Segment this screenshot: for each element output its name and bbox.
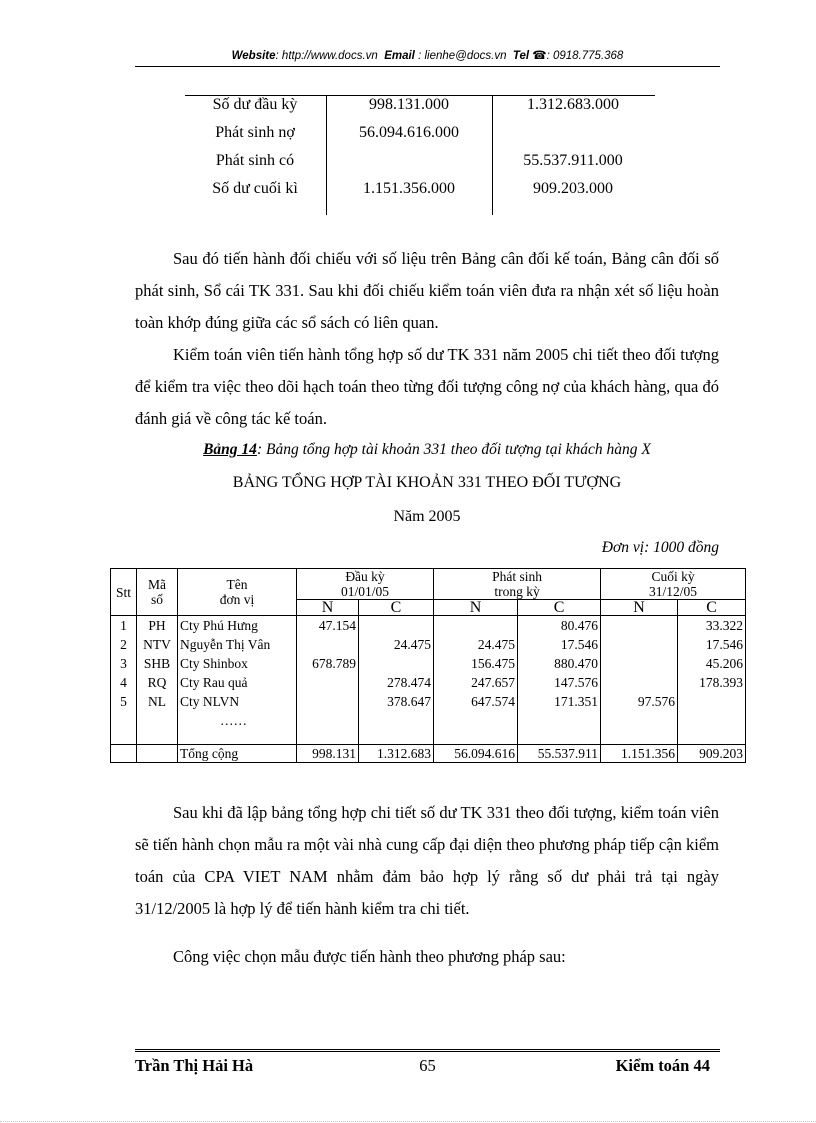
tel-value: : 0918.775.368 (546, 50, 624, 62)
email-label: Email (384, 50, 415, 62)
page-number: 65 (419, 1056, 436, 1075)
website-label: Website (231, 50, 276, 62)
phone-icon: ☎ (532, 50, 547, 62)
total-cuoi-ky-n: 1.151.356 (601, 745, 678, 763)
header-dau-ky: Đầu kỳ 01/01/05 (297, 569, 434, 600)
top-table-row (185, 180, 655, 208)
top-row-debit: 56.094.616.000 (359, 124, 459, 141)
paragraph-2: Kiểm toán viên tiến hành tổng hợp số dư TK 331 năm 2005 chi tiết theo đối tượng để kiểm tra việc theo dõi hạch toán theo từng đối tượng công nợ của khách hàng, qua đó đánh giá về công tác kế toán. (135, 345, 719, 428)
header-rule (135, 66, 720, 67)
header-n: N (297, 600, 359, 616)
top-table-row (185, 96, 655, 124)
header-c: C (518, 600, 601, 616)
col-dau-ky-c: 24.475 278.474 378.647 (359, 616, 434, 745)
caption-label: Bảng 14 (203, 441, 257, 458)
top-row-label: Số dư cuối kì (212, 180, 298, 197)
caption-text: : Bảng tổng hợp tài khoản 331 theo đối tượng tại khách hàng X (256, 441, 651, 458)
top-row-credit: 1.312.683.000 (527, 96, 619, 113)
top-table-row (185, 152, 655, 180)
col-stt: 1 2 3 4 5 (111, 616, 137, 745)
top-row-debit: 998.131.000 (369, 96, 449, 113)
top-row-credit: 909.203.000 (533, 180, 613, 197)
top-table-row (185, 124, 655, 152)
header-c: C (678, 600, 746, 616)
total-label: Tổng cộng (178, 745, 297, 763)
paragraph-1: Sau đó tiến hành đối chiếu với số liệu trên Bảng cân đối kế toán, Bảng cân đối số phát sinh, Sổ cái TK 331. Sau khi đối chiếu kiểm toán viên đưa ra nhận xét số liệu hoàn toàn khớp đúng giữa các sổ sách có liên quan. (135, 249, 719, 332)
total-row (111, 745, 746, 763)
website-value: : http://www.docs.vn (275, 50, 378, 62)
header-stt: Stt (111, 569, 137, 616)
total-dau-ky-n: 998.131 (297, 745, 359, 763)
col-phat-sinh-c: 80.476 17.546 880.470 147.576 171.351 (518, 616, 601, 745)
total-cuoi-ky-c: 909.203 (678, 745, 746, 763)
email-value: : lienhe@docs.vn (418, 50, 507, 62)
col-phat-sinh-n: 24.475 156.475 247.657 647.574 (434, 616, 518, 745)
header-cuoi-ky: Cuối kỳ 31/12/05 (601, 569, 746, 600)
table-data-block (111, 616, 746, 745)
header-n: N (434, 600, 518, 616)
total-dau-ky-c: 1.312.683 (359, 745, 434, 763)
total-phat-sinh-n: 56.094.616 (434, 745, 518, 763)
table-caption (135, 441, 719, 459)
table-title: BẢNG TỔNG HỢP TÀI KHOẢN 331 THEO ĐỐI TƯỢNG (232, 474, 622, 491)
header-phat-sinh: Phát sinh trong kỳ (434, 569, 601, 600)
col-ma-so: PH NTV SHB RQ NL (137, 616, 178, 745)
ellipsis: …… (220, 713, 247, 728)
table-year: Năm 2005 (393, 508, 461, 525)
header-n: N (601, 600, 678, 616)
header-ma-so: Mã số (137, 569, 178, 616)
page-edge (0, 1121, 816, 1122)
footer-class: Kiểm toán 44 (615, 1056, 710, 1075)
header-ten-don-vi: Tên đơn vị (178, 569, 297, 616)
footer-author: Trần Thị Hải Hà (135, 1056, 254, 1075)
paragraph-4: Công việc chọn mẫu được tiến hành theo phương pháp sau: (173, 947, 566, 966)
col-dau-ky-n: 47.154 678.789 (297, 616, 359, 745)
col-cuoi-ky-n: 97.576 (601, 616, 678, 745)
tel-label: Tel (512, 50, 530, 62)
table-unit: Đơn vị: 1000 đồng (601, 539, 719, 556)
total-phat-sinh-c: 55.537.911 (518, 745, 601, 763)
header-c: C (359, 600, 434, 616)
top-row-label: Phát sinh có (215, 152, 295, 169)
footer-rule (135, 1049, 720, 1052)
summary-table (110, 568, 746, 763)
paragraph-3: Sau khi đã lập bảng tổng hợp chi tiết số dư TK 331 theo đối tượng, kiểm toán viên sẽ tiến hành chọn mẫu ra một vài nhà cung cấp đại diện theo phương pháp tiếp cận kiểm toán của CPA VIET NAM nhằm đảm bảo hợp lý rằng số dư phải trả tại ngày 31/12/2005 là hợp lý để tiến hành kiểm tra chi tiết. (135, 803, 719, 918)
top-row-credit: 55.537.911.000 (523, 152, 623, 169)
top-row-label: Phát sinh nợ (215, 124, 295, 141)
col-cuoi-ky-c: 33.322 17.546 45.206 178.393 (678, 616, 746, 745)
top-row-debit: 1.151.356.000 (363, 180, 455, 197)
page-header (135, 48, 720, 62)
top-row-label: Số dư đầu kỳ (212, 96, 298, 113)
col-ten-don-vi: Cty Phú Hưng Nguyễn Thị Vân Cty Shinbox Cty Rau quả Cty NLVN …… (178, 616, 297, 745)
